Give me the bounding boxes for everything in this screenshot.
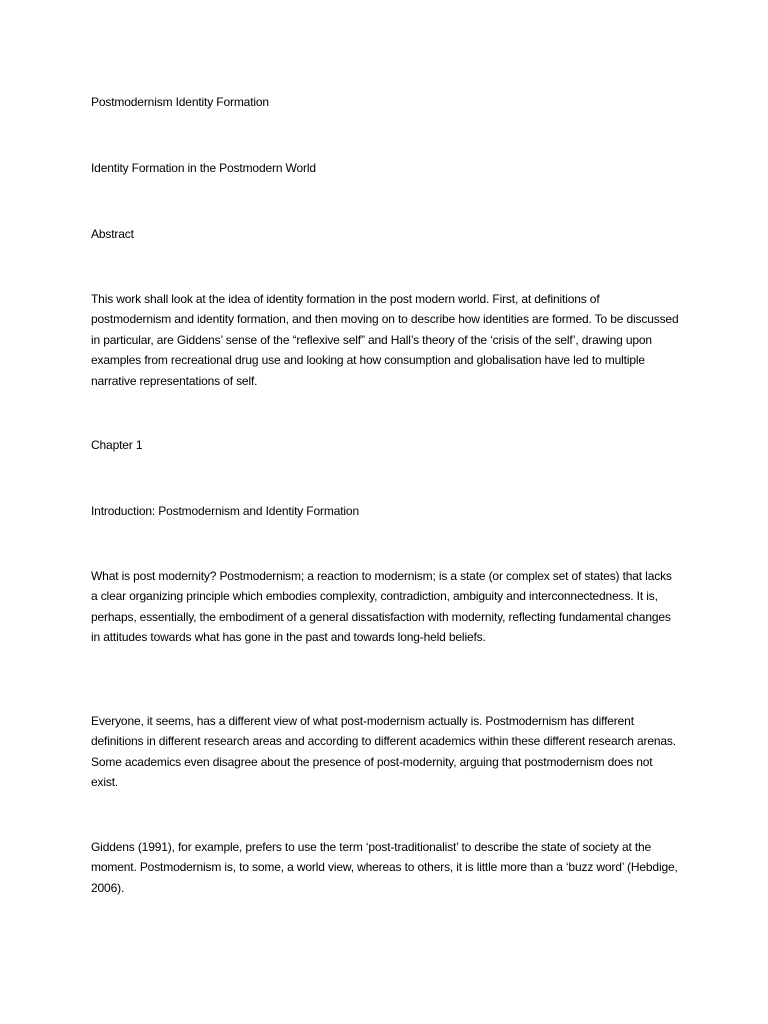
chapter-label: Chapter 1 [91, 438, 143, 452]
body-paragraph: What is post modernity? Postmodernism; a reaction to modernism; is a state (or complex set of states) that lacks a clear organizing principle which embodies complexity, contradiction, ambiguity and interconnectedness. It is, perhaps, essentially, the embodiment of a general dissatisfaction with modernity, reflecting fundamental changes in attitudes towards what has gone in the past and towards long-held beliefs. [91, 569, 672, 645]
chapter-title: Introduction: Postmodernism and Identity Formation [91, 504, 359, 518]
body-paragraph: Everyone, it seems, has a different view of what post-modernism actually is. Postmodernism has different definitions in different research areas and according to different academics within these different research arenas. Some academics even disagree about the presence of post-modernity, arguing that postmodernism does not exist. [91, 714, 676, 790]
document-subtitle: Identity Formation in the Postmodern World [91, 161, 316, 175]
abstract-heading: Abstract [91, 227, 134, 241]
abstract-paragraph: This work shall look at the idea of identity formation in the post modern world. First, at definitions of postmodernism and identity formation, and then moving on to describe how identities are formed. To be discussed in particular, are Giddens’ sense of the “reflexive self” and Hall’s theory of the ‘crisis of the self’, drawing upon examples from recreational drug use and looking at how consumption and globalisation have led to multiple narrative representations of self. [91, 292, 679, 388]
document-title: Postmodernism Identity Formation [91, 95, 269, 109]
body-paragraph: Giddens (1991), for example, prefers to use the term ‘post-traditionalist’ to describe the state of society at the moment. Postmodernism is, to some, a world view, whereas to others, it is little more than a ‘buzz word’ (Hebdige, 2006). [91, 840, 678, 895]
